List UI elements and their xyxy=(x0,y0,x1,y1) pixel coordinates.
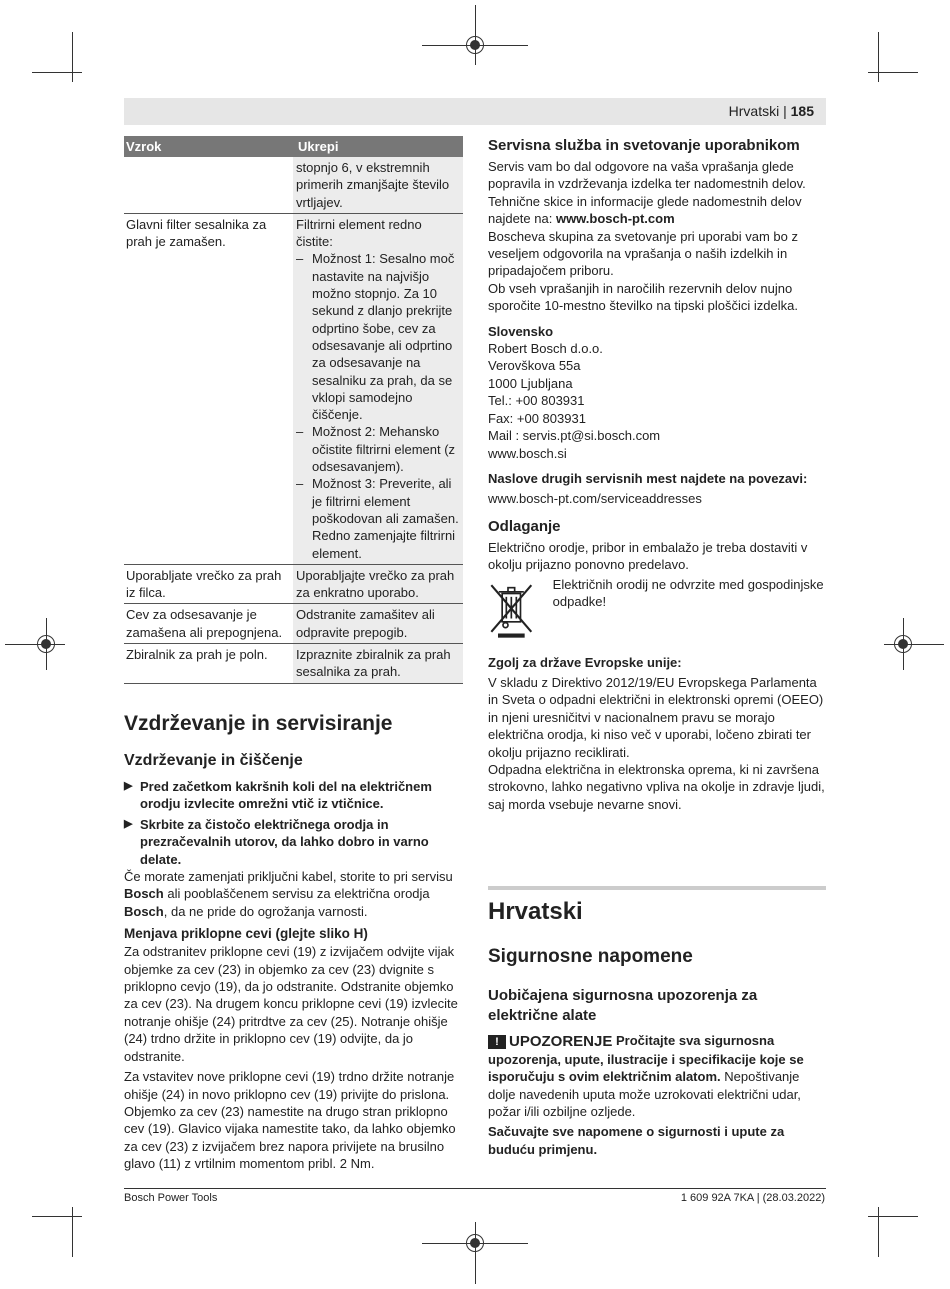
service-section xyxy=(488,137,826,813)
address-line: www.bosch.si xyxy=(488,445,567,461)
page-header: Hrvatski | 185 xyxy=(728,103,814,119)
address-line: Verovškova 55a xyxy=(488,358,581,374)
registration-mark xyxy=(475,1222,476,1284)
registration-mark xyxy=(466,36,484,54)
crop-mark xyxy=(32,1216,82,1217)
general-warnings-heading: Uobičajena sigurnosna upozorenja za električne alate xyxy=(488,987,758,1024)
registration-mark xyxy=(37,635,55,653)
address-line: Robert Bosch d.o.o. xyxy=(488,341,603,357)
cause-cell: Cev za odsesavanje je zamašena ali prepognjena. xyxy=(126,607,283,640)
safety-heading: Sigurnosne napomene xyxy=(488,946,693,967)
warning-badge: ! UPOZORENJE xyxy=(488,1033,612,1050)
disposal-note: Električnih orodij ne odvrzite med gospodinjske odpadke! xyxy=(552,576,824,609)
registration-mark xyxy=(466,1234,484,1252)
address-line: Mail : servis.pt@si.bosch.com xyxy=(488,428,661,444)
cause-cell xyxy=(124,157,293,213)
maintenance-text xyxy=(124,778,464,1173)
warning-bullet: ▶ Pred začetkom kakršnih koli del na električnem orodju izvlecite omrežni vtič iz vtičnice. xyxy=(124,779,432,812)
disposal-heading: Odlaganje xyxy=(488,517,561,535)
crop-mark xyxy=(868,72,918,73)
table-row xyxy=(124,644,463,684)
section-heading-maintenance: Vzdrževanje in servisiranje xyxy=(124,712,393,735)
weee-block xyxy=(488,576,826,646)
table-row xyxy=(124,214,463,565)
table-row xyxy=(124,157,463,214)
registration-mark xyxy=(884,644,944,645)
insert-hose-paragraph: Za vstavitev nove priklopne cevi (19) trdno držite notranje ohišje (24) in novo priklopno cev (19) privijte do prislona. Objemko za cev (23) namestite na drugo stran priklopno cev (19). Glavico vijaka namestite tako, da lahko objemko za cev (23) z izvijačem brez napora privijete na brusilno glavo (11) z vrtilnim momentom pribl. 2 Nm. xyxy=(124,1069,456,1172)
action-cell: Uporabljajte vrečko za prah za enkratno uporabo. xyxy=(293,565,463,604)
action-cell: stopnjo 6, v ekstremnih primerih zmanjšajte število vrtljajev. xyxy=(293,157,463,213)
warning-bullet: ▶ Skrbite za čistočo električnega orodja in prezračevalnih utorov, da lahko dobro in varno delate. xyxy=(124,816,429,867)
footer-doc-id: 1 609 92A 7KA | (28.03.2022) xyxy=(680,1192,825,1204)
eu-paragraph: V skladu z Direktivo 2012/19/EU Evropskega Parlamenta in Sveta o odpadni električni in elektronski opremi (OEEO) in njeni uresničitvi v nacionalnem pravu se morajo električna orodja, ki niso več v uporabi, ločeno zbirati ter okolju prijazno reciklirati. xyxy=(488,674,824,760)
crop-mark xyxy=(72,32,73,82)
section-divider xyxy=(488,886,826,890)
crop-mark xyxy=(878,32,879,82)
crop-mark xyxy=(32,72,82,73)
crop-mark xyxy=(72,1207,73,1257)
service-paragraph: Boscheva skupina za svetovanje pri uporabi vam bo z veseljem odgovorila na vprašanja o naših izdelkih in pripadajočem priboru. xyxy=(488,228,799,279)
troubleshooting-table xyxy=(124,136,463,684)
language-heading: Hrvatski xyxy=(488,898,583,925)
col-action-header: Ukrepi xyxy=(298,138,339,154)
header-band xyxy=(124,98,826,125)
address-line: Fax: +00 803931 xyxy=(488,410,586,426)
eu-heading: Zgolj za države Evropske unije: xyxy=(488,654,682,670)
action-text: Filtrirni element redno čistite: xyxy=(296,216,422,250)
option-item: – Možnost 2: Mehansko očistite filtrirni element (z odsesavanjem). xyxy=(296,424,456,475)
other-service-heading: Naslove drugih servisnih mest najdete na povezavi: xyxy=(488,470,808,486)
warning-block xyxy=(488,1032,826,1158)
disposal-paragraph: Električno orodje, pribor in embalažo je treba dostaviti v okolju prijazno ponovno predelavo. xyxy=(488,539,808,573)
subheading-cleaning: Vzdrževanje in čiščenje xyxy=(124,752,303,769)
action-cell xyxy=(293,214,463,564)
footer-rule xyxy=(124,1188,826,1189)
registration-mark xyxy=(475,5,476,65)
table-header xyxy=(124,136,463,157)
action-cell: Odstranite zamašitev ali odpravite prepogib. xyxy=(293,604,463,643)
service-paragraph: Servis vam bo dal odgovore na vaša vprašanja glede popravila in vzdrževanja izdelka ter nadomestnih delov. Tehnične skice in informacije glede nadomestnih delov najdete na: www.bosch-pt.com xyxy=(488,159,806,227)
cable-paragraph: Če morate zamenjati priključni kabel, storite to pri servisu Bosch ali pooblaščenem servisu za električna orodja Bosch, da ne pride do ogrožanja varnosti. xyxy=(124,869,453,919)
keep-instructions: Sačuvajte sve napomene o sigurnosti i upute za buduću primjenu. xyxy=(488,1124,785,1157)
country-label: Slovensko xyxy=(488,323,554,339)
cause-cell: Zbiralnik za prah je poln. xyxy=(126,647,268,663)
registration-mark xyxy=(5,644,65,645)
bosch-link[interactable]: www.bosch-pt.com xyxy=(555,211,675,227)
remove-hose-paragraph: Za odstranitev priklopne cevi (19) z izvijačem odvijte vijak objemke za cev (23) in objemko za cev (23) dvignite s priklopno cevjo (19), da jo odstranite. Odstranite objemko za cev (23). Na drugem koncu priklopne cevi (19) izvlecite notranje ohišje (24) pritrdtve za cev (25). Notranje ohišje (24) trdno držite in priklopno cev (19) odvijte, da jo odstranite. xyxy=(124,944,458,1064)
table-row xyxy=(124,565,463,605)
service-addresses-link[interactable]: www.bosch-pt.com/serviceaddresses xyxy=(488,491,702,507)
registration-mark xyxy=(894,635,912,653)
table-row xyxy=(124,604,463,644)
crossed-bin-icon xyxy=(488,576,535,646)
service-paragraph: Ob vseh vprašanjih in naročilih rezervnih delov nujno sporočite 10-mestno številko na tipski ploščici izdelka. xyxy=(488,280,798,314)
header-language: Hrvatski xyxy=(728,103,780,119)
crop-mark xyxy=(878,1207,879,1257)
warning-text: ! UPOZORENJE Pročitajte sva sigurnosna upozorenja, upute, ilustracije i specifikacije koje se isporučuju s ovim električnim alatom. Nepoštivanje dolje navedenih uputa može uzrokovati električni udar, požar i/ili ozbiljne ozljede. xyxy=(488,1033,804,1119)
cause-cell: Uporabljate vrečko za prah iz filca. xyxy=(126,567,282,601)
hose-heading: Menjava priklopne cevi (glejte sliko H) xyxy=(124,926,368,942)
cause-cell: Glavni filter sesalnika za prah je zamašen. xyxy=(126,216,267,250)
page-number: 185 xyxy=(790,103,814,119)
address-line: 1000 Ljubljana xyxy=(488,375,573,391)
warning-icon: ! xyxy=(488,1035,506,1049)
option-item: – Možnost 3: Preverite, ali je filtrirni element poškodovan ali zamašen. Redno zamenjajte filtrirni element. xyxy=(296,476,459,561)
footer-publisher: Bosch Power Tools xyxy=(124,1192,218,1204)
col-cause-header: Vzrok xyxy=(126,138,162,154)
address-line: Tel.: +00 803931 xyxy=(488,393,585,409)
eu-paragraph: Odpadna električna in elektronska oprema, ki ni završena strokovno, lahko negativno vpliva na okolje in zdravje ljudi, saj morda vsebuje nevarne snovi. xyxy=(488,761,825,812)
action-cell: Izpraznite zbiralnik za prah sesalnika za prah. xyxy=(293,644,463,683)
crop-mark xyxy=(868,1216,918,1217)
service-heading: Servisna služba in svetovanje uporabnikom xyxy=(488,137,800,154)
option-item: – Možnost 1: Sesalno moč nastavite na najvišjo možno stopnjo. Za 10 sekund z dlanjo prekrijte odprtino šobe, cev za odsesavanje ali odprtino za odsesavanje na sesalniku za prah, da se vklopi samodejno čiščenje. xyxy=(296,251,455,423)
